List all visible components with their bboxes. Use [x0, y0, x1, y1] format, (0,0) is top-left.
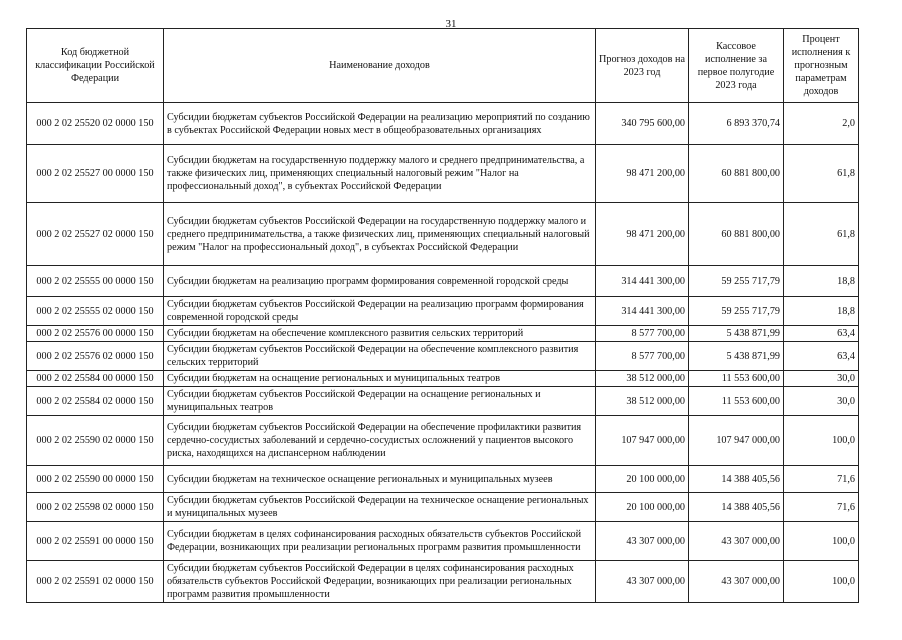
percent-cell: 2,0: [784, 103, 859, 145]
percent-cell: 100,0: [784, 416, 859, 466]
forecast-cell: 314 441 300,00: [596, 297, 689, 326]
forecast-cell: 20 100 000,00: [596, 466, 689, 493]
execution-cell: 43 307 000,00: [689, 522, 784, 561]
forecast-cell: 98 471 200,00: [596, 145, 689, 203]
forecast-cell: 98 471 200,00: [596, 203, 689, 266]
forecast-cell: 38 512 000,00: [596, 371, 689, 387]
percent-cell: 63,4: [784, 342, 859, 371]
execution-cell: 11 553 600,00: [689, 387, 784, 416]
code-cell: 000 2 02 25520 02 0000 150: [27, 103, 164, 145]
name-cell: Субсидии бюджетам субъектов Российской Федерации в целях софинансирования расходных обязательств субъектов Российской Федерации, возникающих при реализации региональных программ развития промышленности: [164, 561, 596, 603]
forecast-cell: 314 441 300,00: [596, 266, 689, 297]
name-cell: Субсидии бюджетам субъектов Российской Федерации на реализацию программ формирования современной городской среды: [164, 297, 596, 326]
execution-cell: 14 388 405,56: [689, 493, 784, 522]
forecast-cell: 20 100 000,00: [596, 493, 689, 522]
code-cell: 000 2 02 25576 00 0000 150: [27, 326, 164, 342]
table-row: [27, 416, 859, 466]
execution-cell: 60 881 800,00: [689, 145, 784, 203]
execution-cell: 11 553 600,00: [689, 371, 784, 387]
execution-cell: 59 255 717,79: [689, 297, 784, 326]
execution-cell: 60 881 800,00: [689, 203, 784, 266]
code-cell: 000 2 02 25584 02 0000 150: [27, 387, 164, 416]
percent-cell: 18,8: [784, 297, 859, 326]
percent-cell: 71,6: [784, 466, 859, 493]
forecast-cell: 38 512 000,00: [596, 387, 689, 416]
table-row: [27, 466, 859, 493]
name-cell: Субсидии бюджетам на оснащение региональных и муниципальных театров: [164, 371, 596, 387]
header-percent: Процент исполнения к прогнозным параметрам доходов: [784, 29, 859, 103]
execution-cell: 59 255 717,79: [689, 266, 784, 297]
code-cell: 000 2 02 25555 00 0000 150: [27, 266, 164, 297]
table-row: [27, 297, 859, 326]
name-cell: Субсидии бюджетам субъектов Российской Федерации на государственную поддержку малого и среднего предпринимательства, а также физических лиц, применяющих специальный налоговый режим "Налог на профессиональный доход", в субъектах Российской Федерации: [164, 203, 596, 266]
table-row: [27, 387, 859, 416]
forecast-cell: 43 307 000,00: [596, 522, 689, 561]
code-cell: 000 2 02 25527 00 0000 150: [27, 145, 164, 203]
table-row: [27, 266, 859, 297]
name-cell: Субсидии бюджетам субъектов Российской Федерации на техническое оснащение региональных и муниципальных музеев: [164, 493, 596, 522]
forecast-cell: 107 947 000,00: [596, 416, 689, 466]
execution-cell: 43 307 000,00: [689, 561, 784, 603]
execution-cell: 5 438 871,99: [689, 342, 784, 371]
execution-cell: 5 438 871,99: [689, 326, 784, 342]
header-name: Наименование доходов: [164, 29, 596, 103]
table-row: [27, 145, 859, 203]
name-cell: Субсидии бюджетам на обеспечение комплексного развития сельских территорий: [164, 326, 596, 342]
table-row: [27, 103, 859, 145]
name-cell: Субсидии бюджетам на реализацию программ формирования современной городской среды: [164, 266, 596, 297]
page-number: 31: [445, 18, 457, 30]
table-row: [27, 342, 859, 371]
table-row: [27, 326, 859, 342]
code-cell: 000 2 02 25527 02 0000 150: [27, 203, 164, 266]
table-row: [27, 493, 859, 522]
percent-cell: 71,6: [784, 493, 859, 522]
code-cell: 000 2 02 25590 00 0000 150: [27, 466, 164, 493]
table-row: [27, 561, 859, 603]
percent-cell: 61,8: [784, 203, 859, 266]
code-cell: 000 2 02 25555 02 0000 150: [27, 297, 164, 326]
percent-cell: 30,0: [784, 387, 859, 416]
forecast-cell: 8 577 700,00: [596, 326, 689, 342]
code-cell: 000 2 02 25591 00 0000 150: [27, 522, 164, 561]
revenue-table: [26, 28, 859, 603]
percent-cell: 18,8: [784, 266, 859, 297]
code-cell: 000 2 02 25590 02 0000 150: [27, 416, 164, 466]
name-cell: Субсидии бюджетам на государственную поддержку малого и среднего предпринимательства, а также физических лиц, применяющих специальный налоговый режим "Налог на профессиональный доход", в субъектах Российской Федерации: [164, 145, 596, 203]
name-cell: Субсидии бюджетам субъектов Российской Федерации на обеспечение комплексного развития сельских территорий: [164, 342, 596, 371]
header-execution: Кассовое исполнение за первое полугодие 2023 года: [689, 29, 784, 103]
header-code: Код бюджетной классификации Российской Федерации: [27, 29, 164, 103]
code-cell: 000 2 02 25584 00 0000 150: [27, 371, 164, 387]
table-row: [27, 203, 859, 266]
forecast-cell: 8 577 700,00: [596, 342, 689, 371]
execution-cell: 14 388 405,56: [689, 466, 784, 493]
percent-cell: 100,0: [784, 561, 859, 603]
name-cell: Субсидии бюджетам в целях софинансирования расходных обязательств субъектов Российской Федерации, возникающих при реализации региональных программ развития промышленности: [164, 522, 596, 561]
percent-cell: 61,8: [784, 145, 859, 203]
name-cell: Субсидии бюджетам субъектов Российской Федерации на обеспечение профилактики развития сердечно-сосудистых заболеваний и сердечно-сосудистых осложнений у пациентов высокого риска, находящихся на диспансерном наблюдении: [164, 416, 596, 466]
percent-cell: 63,4: [784, 326, 859, 342]
header-row: [27, 29, 859, 103]
name-cell: Субсидии бюджетам на техническое оснащение региональных и муниципальных музеев: [164, 466, 596, 493]
header-forecast: Прогноз доходов на 2023 год: [596, 29, 689, 103]
forecast-cell: 340 795 600,00: [596, 103, 689, 145]
code-cell: 000 2 02 25598 02 0000 150: [27, 493, 164, 522]
code-cell: 000 2 02 25591 02 0000 150: [27, 561, 164, 603]
name-cell: Субсидии бюджетам субъектов Российской Федерации на реализацию мероприятий по созданию в субъектах Российской Федерации новых мест в общеобразовательных организациях: [164, 103, 596, 145]
percent-cell: 30,0: [784, 371, 859, 387]
percent-cell: 100,0: [784, 522, 859, 561]
table-row: [27, 371, 859, 387]
name-cell: Субсидии бюджетам субъектов Российской Федерации на оснащение региональных и муниципальных театров: [164, 387, 596, 416]
execution-cell: 107 947 000,00: [689, 416, 784, 466]
execution-cell: 6 893 370,74: [689, 103, 784, 145]
code-cell: 000 2 02 25576 02 0000 150: [27, 342, 164, 371]
forecast-cell: 43 307 000,00: [596, 561, 689, 603]
table-row: [27, 522, 859, 561]
